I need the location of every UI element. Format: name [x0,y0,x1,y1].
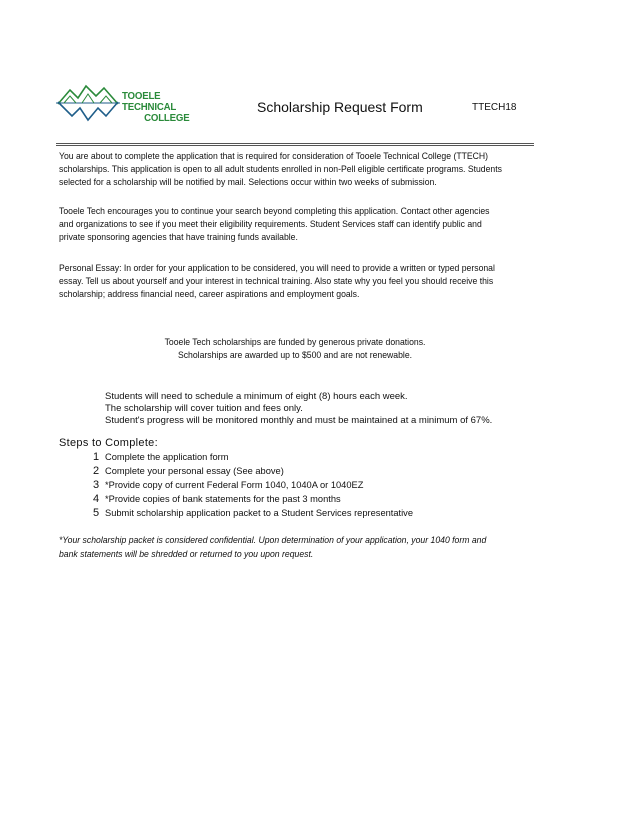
form-title: Scholarship Request Form [257,99,423,115]
step-number: 1 [93,451,100,463]
logo-wordmark [122,91,205,124]
step-text: Complete the application form [105,452,229,462]
agencies-paragraph: Tooele Tech encourages you to continue your search beyond completing this application. Contact other agencies and organizations to see if you meet their eligibility requirements. Student Services staff can identify public and private sponsoring agencies that have training funds available. [59,206,490,242]
step-number: 2 [93,465,100,477]
intro-paragraph: You are about to complete the application that is required for consideration of Tooele Technical College (TTECH) scholarships. This application is open to all adult students enrolled in non-Pell eligible certificate programs. Students selected for a scholarship will be notified by mail. Selections occur within two weeks of submission. [59,151,502,187]
confidentiality-footnote: *Your scholarship packet is considered confidential. Upon determination of your application, your 1040 form and bank statements will be shredded or returned to you upon request. [59,535,487,559]
step-number: 5 [93,507,100,519]
step-item [93,507,413,521]
logo-line-1: TOOELE TECHNICAL [122,90,177,113]
step-item [93,493,413,507]
steps-heading: Steps to Complete: [59,437,158,449]
requirements-list [105,391,492,427]
personal-essay-paragraph: Personal Essay: In order for your application to be considered, you will need to provide a written or typed personal essay. Tell us about yourself and your interest in technical training. Also state why you feel you should receive this scholarship; address financial need, career aspirations and employment goals. [59,263,495,299]
step-item [93,479,413,493]
step-text: Submit scholarship application packet to a Student Services representative [105,508,414,518]
step-item [93,465,413,479]
mountain-logo-icon [56,82,122,124]
step-text: *Provide copy of current Federal Form 1040, 1040A or 1040EZ [105,480,364,490]
header-divider [56,143,534,146]
step-text: Complete your personal essay (See above) [105,466,284,476]
requirement-item: Student's progress will be monitored monthly and must be maintained at a minimum of 67%. [105,415,493,426]
steps-list [93,451,413,521]
funding-note [132,336,458,362]
step-item [93,451,413,465]
funding-line-1: Tooele Tech scholarships are funded by generous private donations. [164,337,426,347]
step-text: *Provide copies of bank statements for the past 3 months [105,494,341,504]
step-number: 3 [93,479,100,491]
funding-line-2: Scholarships are awarded up to $500 and are not renewable. [177,350,413,360]
form-code: TTECH18 [472,102,517,113]
requirement-item: Students will need to schedule a minimum of eight (8) hours each week. [105,391,408,402]
step-number: 4 [93,493,100,505]
requirement-item: The scholarship will cover tuition and fees only. [105,403,303,414]
college-logo [56,82,206,124]
logo-line-2: COLLEGE [144,112,190,124]
